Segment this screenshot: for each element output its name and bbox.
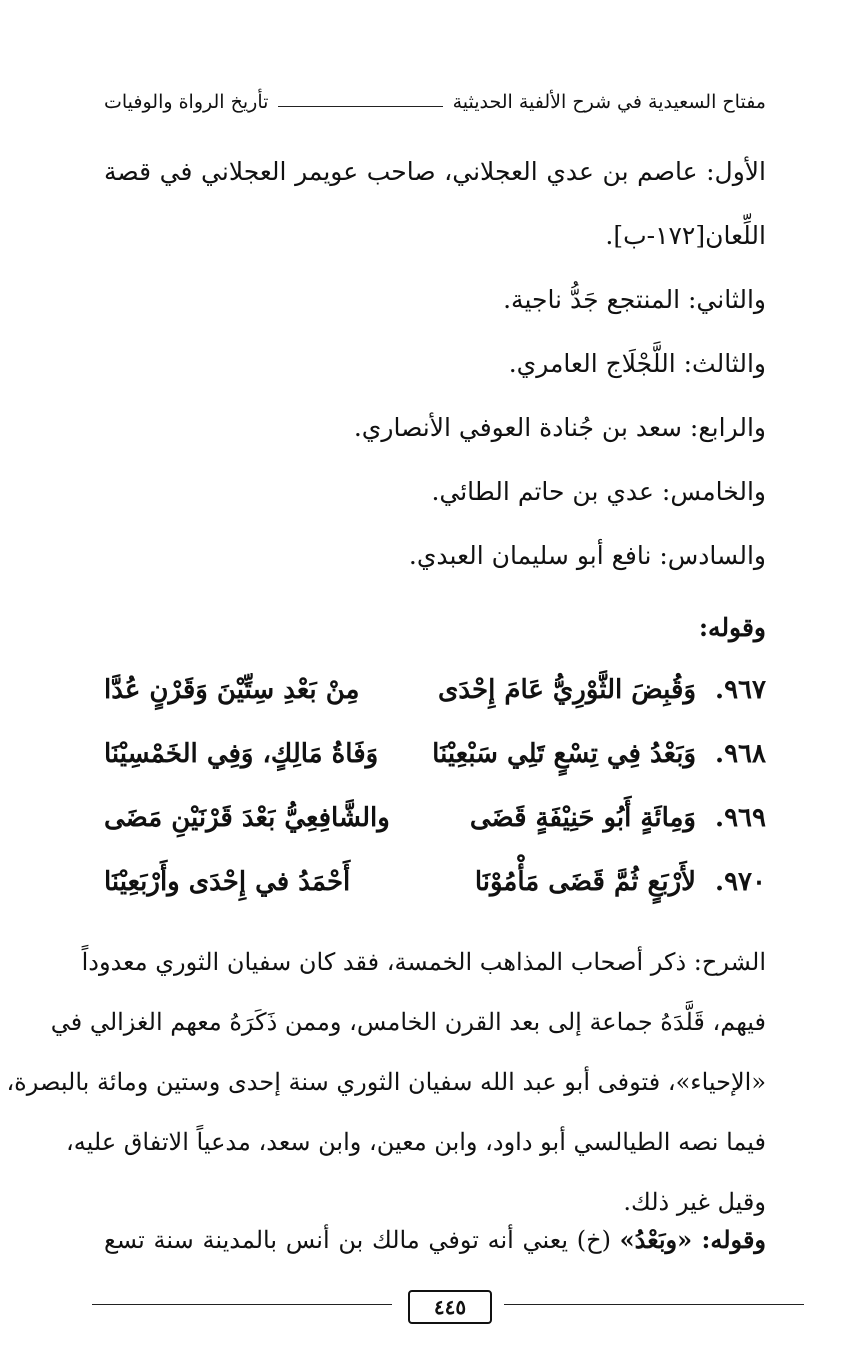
- final-paragraph: [104, 1208, 766, 1272]
- commentary-line: فيما نصه الطيالسي أبو داود، وابن معين، وابن سعد، مدعياً الاتفاق عليه،: [66, 1128, 766, 1156]
- running-header: [104, 82, 766, 122]
- list-item: والثالث: اللَّجْلَاج العامري.: [508, 349, 766, 378]
- list-item: والرابع: سعد بن جُنادة العوفي الأنصاري.: [353, 413, 766, 442]
- verse-second-hemistich: والشَّافِعِيُّ بَعْدَ قَرْنَيْنِ مَضَى: [104, 803, 390, 833]
- commentary-line: وقيل غير ذلك.: [623, 1188, 766, 1216]
- verse-row: [104, 786, 766, 850]
- verse-first-hemistich: وَمِائَةٍ أَبُو حَنِيْفَةٍ قَضَى: [469, 803, 696, 833]
- commentary-line: الشرح: ذكر أصحاب المذاهب الخمسة، فقد كان سفيان الثوري معدوداً: [81, 948, 766, 976]
- verse-number: ٩٧٠.: [715, 867, 766, 897]
- final-line-rest: (خ) يعني أنه توفي مالك بن أنس بالمدينة سنة تسع: [104, 1226, 620, 1254]
- final-line: [104, 1208, 766, 1272]
- commentary-line: «الإحياء»، فتوفى أبو عبد الله سفيان الثوري سنة إحدى وستين ومائة بالبصرة،: [6, 1068, 766, 1096]
- final-line-bold: وقوله: «وبَعْدُ»: [619, 1225, 767, 1254]
- verse-number: ٩٦٩.: [715, 803, 766, 833]
- list-item: والسادس: نافع أبو سليمان العبدي.: [408, 541, 766, 570]
- page-number: ٤٤٥: [408, 1290, 492, 1324]
- list-item: والثاني: المنتجع جَدُّ ناجية.: [503, 285, 766, 314]
- header-rule: [278, 106, 442, 107]
- verse-row: [104, 658, 766, 722]
- qawluhu-heading: وقوله:: [698, 613, 766, 642]
- verses-block: [104, 658, 766, 914]
- intro-line: اللِّعان[١٧٢-ب].: [605, 221, 766, 250]
- verse-first-hemistich: لأَرْبَعٍ ثُمَّ قَضَى مَأْمُوْنَا: [474, 867, 696, 897]
- footer-rule-left: [92, 1304, 392, 1305]
- commentary-line: فيهم، قَلَّدَهُ جماعة إلى بعد القرن الخامس، وممن ذَكَرَهُ معهم الغزالي في: [50, 1008, 766, 1036]
- book-title: مفتاح السعيدية في شرح الألفية الحديثية: [452, 91, 766, 113]
- list-item: والخامس: عدي بن حاتم الطائي.: [431, 477, 766, 506]
- verse-first-hemistich: وَقُبِضَ الثَّوْرِيُّ عَامَ إِحْدَى: [438, 675, 696, 705]
- qawluhu-heading-wrap: [104, 598, 766, 658]
- verse-second-hemistich: مِنْ بَعْدِ سِتِّيْنَ وَقَرْنٍ عُدَّا: [104, 675, 360, 705]
- verse-first-hemistich: وَبَعْدُ فِي تِسْعٍ تَلِي سَبْعِيْنَا: [432, 739, 696, 769]
- verse-row: [104, 722, 766, 786]
- companions-list: [104, 268, 766, 588]
- page-footer: [92, 1290, 804, 1330]
- verse-second-hemistich: أَحْمَدُ في إِحْدَى وأَرْبَعِيْنَا: [104, 867, 351, 897]
- intro-line: الأول: عاصم بن عدي العجلاني، صاحب عويمر العجلاني في قصة: [104, 157, 766, 186]
- commentary-block: [6, 932, 766, 1232]
- verse-number: ٩٦٧.: [715, 675, 766, 705]
- verse-row: [104, 850, 766, 914]
- section-title: تأريخ الرواة والوفيات: [104, 91, 269, 113]
- footer-rule-right: [504, 1304, 804, 1305]
- verse-number: ٩٦٨.: [715, 739, 766, 769]
- verse-second-hemistich: وَفَاةُ مَالِكٍ، وَفِي الخَمْسِيْنَا: [104, 739, 379, 769]
- intro-block: [104, 140, 766, 588]
